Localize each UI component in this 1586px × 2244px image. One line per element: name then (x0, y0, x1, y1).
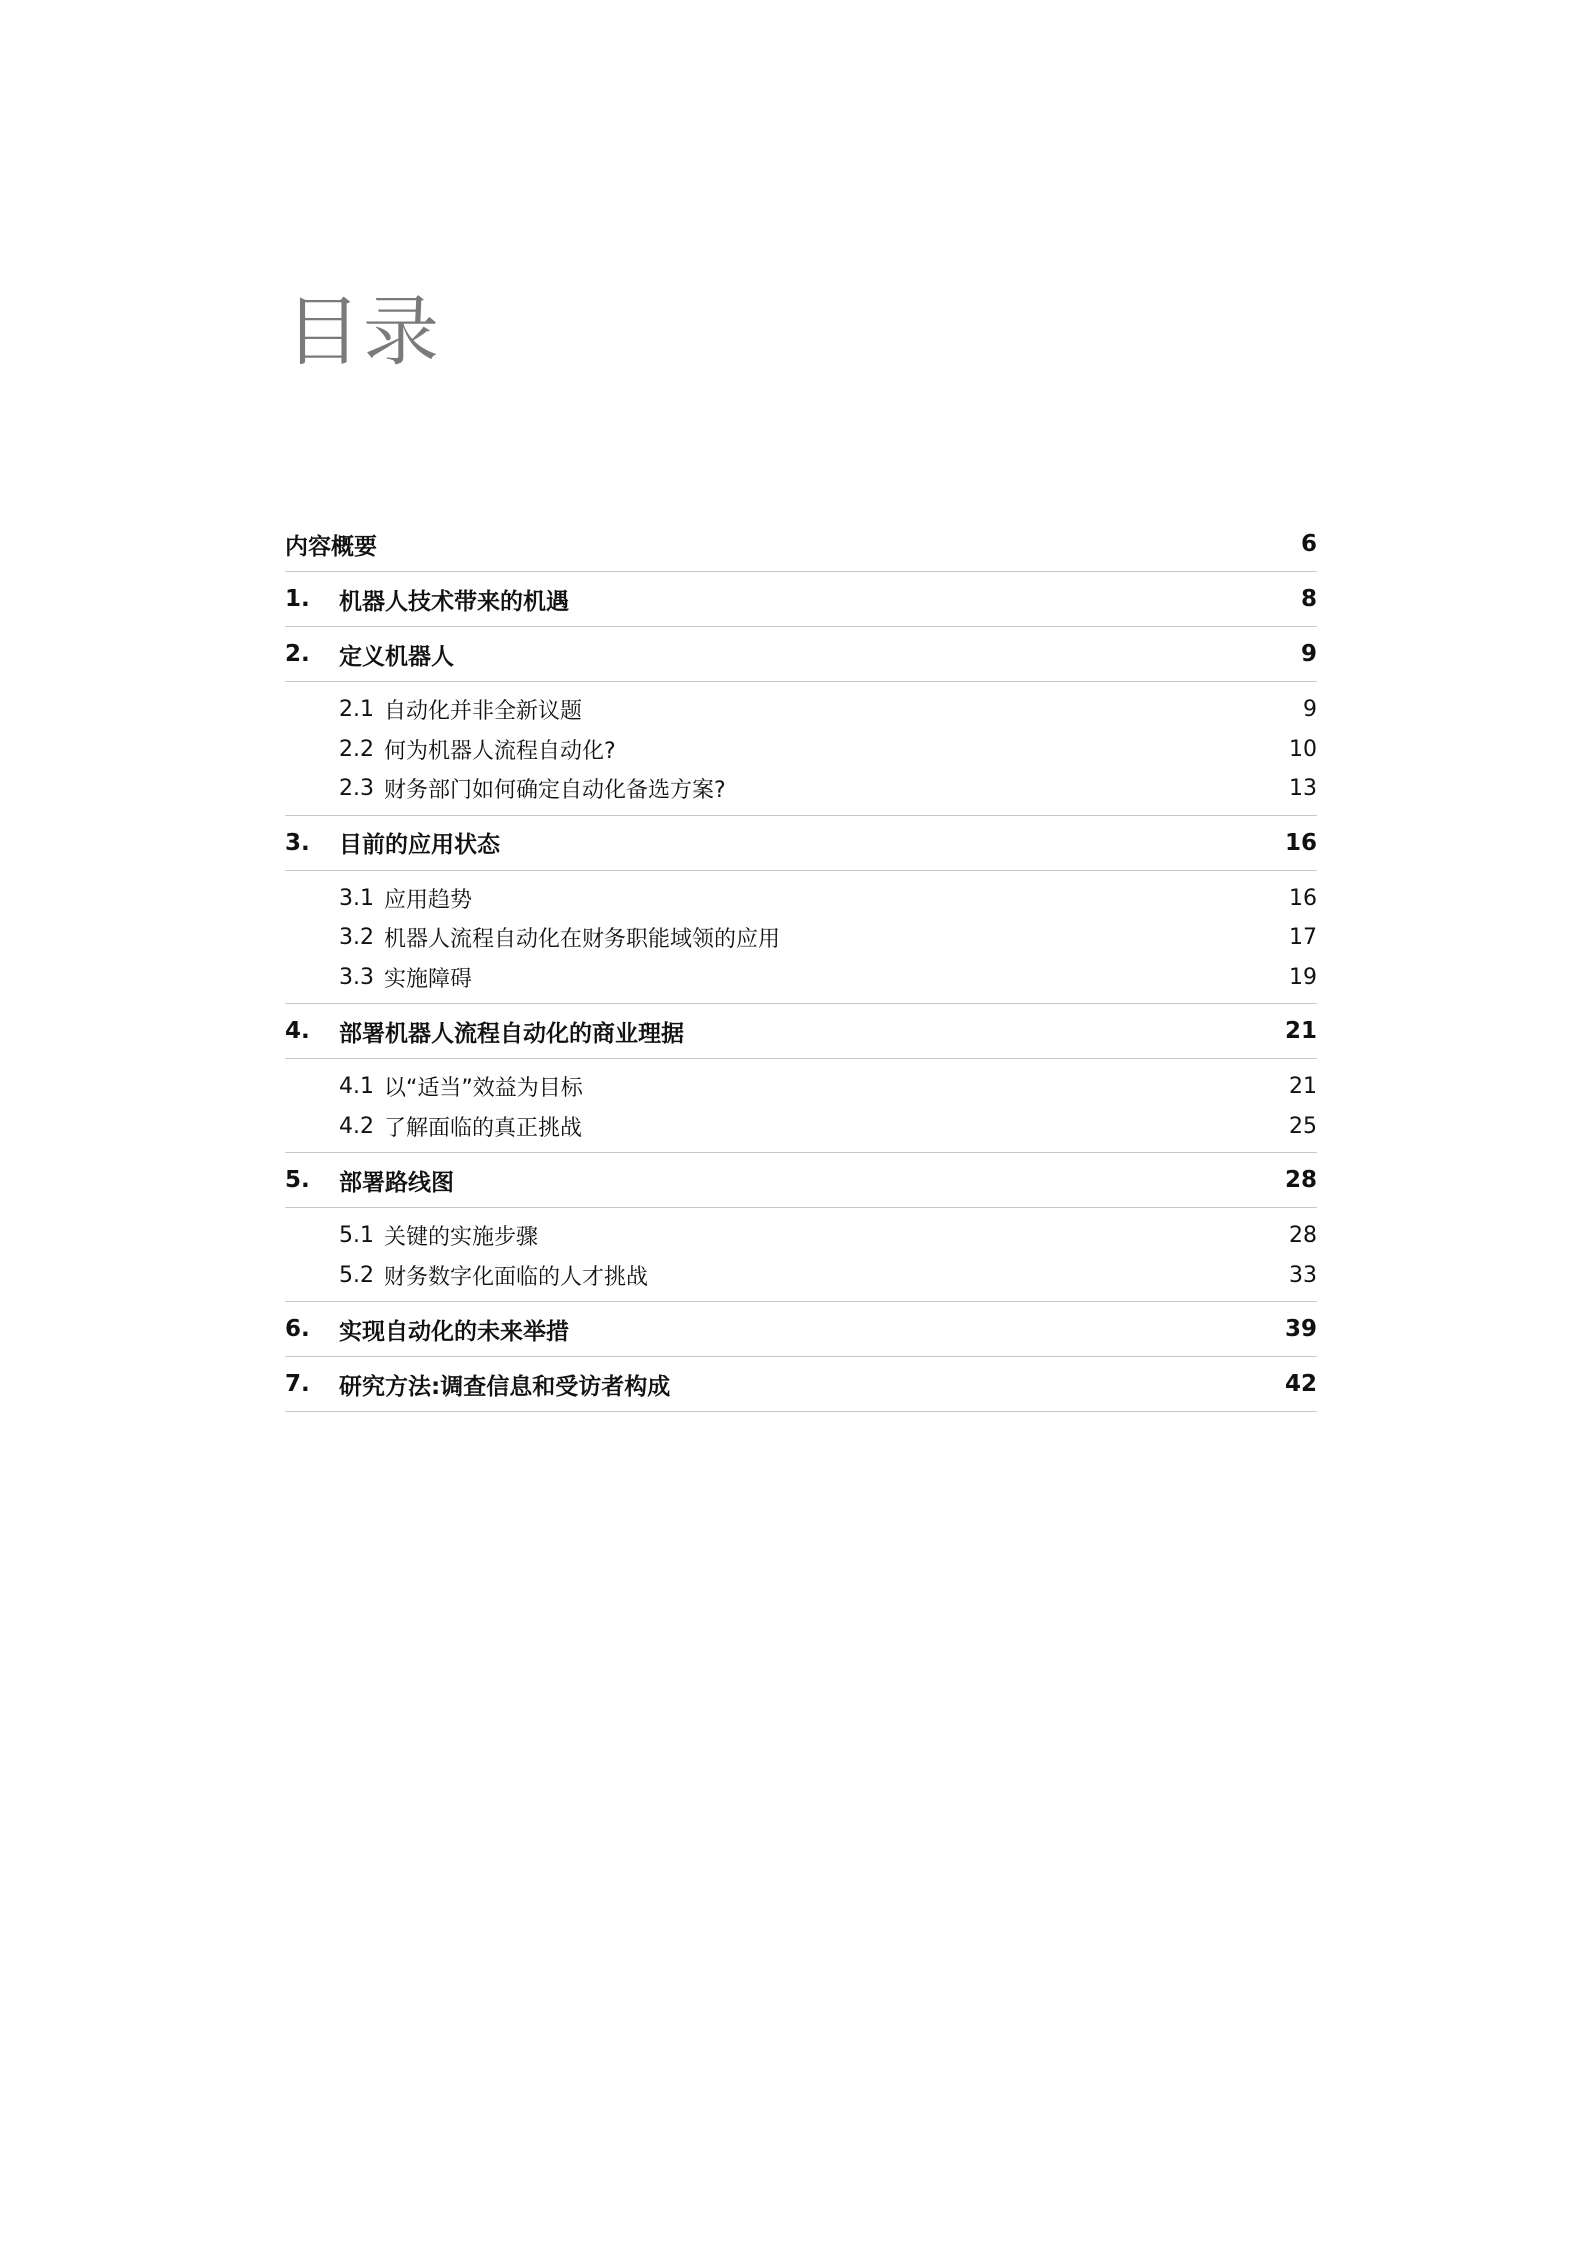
toc-entry-page: 21 (1284, 1018, 1317, 1044)
toc-entry-number: 2.2 (339, 736, 374, 762)
toc-entry-subsection-2-3[interactable] (285, 769, 1317, 809)
toc-entry-number: 3.1 (339, 885, 374, 911)
table-of-contents (285, 517, 1317, 1412)
toc-entry-section-2[interactable] (285, 627, 1317, 682)
toc-entry-label: 财务部门如何确定自动化备选方案? (384, 778, 726, 804)
toc-entry-number: 5.1 (339, 1223, 374, 1249)
toc-subsection-group-3 (285, 871, 1317, 1005)
toc-entry-subsection-3-2[interactable] (285, 918, 1317, 958)
page-title: 目录 (285, 287, 441, 376)
toc-entry-page: 28 (1289, 1223, 1317, 1249)
toc-entry-subsection-5-1[interactable] (285, 1216, 1317, 1256)
toc-entry-number: 2. (285, 641, 310, 667)
toc-subsection-group-2 (285, 682, 1317, 816)
toc-entry-page: 6 (1300, 531, 1317, 557)
toc-entry-label: 内容概要 (285, 533, 377, 560)
toc-entry-label: 自动化并非全新议题 (384, 699, 583, 725)
toc-entry-page: 21 (1289, 1074, 1317, 1100)
toc-entry-number: 3.3 (339, 964, 374, 990)
toc-entry-page: 9 (1300, 641, 1317, 667)
toc-entry-page: 8 (1300, 586, 1317, 612)
toc-entry-label: 部署路线图 (339, 1169, 454, 1196)
toc-subsection-group-4 (285, 1059, 1317, 1153)
toc-entry-page: 9 (1303, 697, 1317, 723)
toc-entry-subsection-4-2[interactable] (285, 1107, 1317, 1147)
toc-entry-label: 目前的应用状态 (339, 832, 500, 858)
toc-entry-page: 10 (1289, 736, 1317, 762)
toc-entry-section-5[interactable] (285, 1153, 1317, 1208)
toc-entry-number: 5.2 (339, 1262, 374, 1288)
toc-entry-section-6[interactable] (285, 1302, 1317, 1357)
toc-entry-label: 部署机器人流程自动化的商业理据 (339, 1020, 684, 1047)
toc-entry-label: 定义机器人 (339, 643, 454, 670)
toc-entry-subsection-4-1[interactable] (285, 1067, 1317, 1107)
toc-entry-label: 机器人流程自动化在财务职能域领的应用 (384, 927, 781, 953)
toc-entry-page: 39 (1284, 1316, 1317, 1342)
toc-entry-label: 了解面临的真正挑战 (384, 1115, 583, 1141)
toc-entry-number: 4.2 (339, 1113, 374, 1139)
toc-entry-page: 42 (1284, 1371, 1317, 1397)
toc-entry-label: 以“适当”效益为目标 (384, 1076, 583, 1102)
toc-entry-number: 5. (285, 1167, 310, 1193)
toc-entry-label: 机器人技术带来的机遇 (339, 588, 569, 615)
toc-entry-page: 13 (1289, 776, 1317, 802)
toc-entry-label: 实现自动化的未来举措 (339, 1318, 569, 1345)
toc-entry-subsection-5-2[interactable] (285, 1256, 1317, 1296)
toc-entry-subsection-3-3[interactable] (285, 958, 1317, 998)
toc-entry-page: 25 (1289, 1113, 1317, 1139)
toc-entry-subsection-2-1[interactable] (285, 690, 1317, 730)
toc-entry-number: 4. (285, 1018, 310, 1044)
toc-entry-label: 实施障碍 (384, 966, 473, 992)
toc-entry-subsection-3-1[interactable] (285, 879, 1317, 919)
toc-entry-label: 关键的实施步骤 (384, 1225, 539, 1251)
toc-entry-page: 28 (1284, 1167, 1317, 1193)
toc-entry-number: 3. (285, 829, 310, 856)
toc-entry-summary[interactable] (285, 517, 1317, 572)
toc-entry-number: 2.1 (339, 697, 374, 723)
toc-entry-number: 6. (285, 1316, 310, 1342)
toc-entry-number: 1. (285, 586, 310, 612)
toc-entry-page: 17 (1289, 925, 1317, 951)
toc-entry-page: 19 (1289, 964, 1317, 990)
toc-entry-section-4[interactable] (285, 1004, 1317, 1059)
toc-entry-number: 2.3 (339, 776, 374, 802)
toc-entry-label: 研究方法:调查信息和受访者构成 (339, 1373, 671, 1400)
toc-entry-subsection-2-2[interactable] (285, 730, 1317, 770)
toc-entry-page: 16 (1284, 829, 1317, 856)
toc-entry-page: 33 (1289, 1262, 1317, 1288)
toc-entry-number: 4.1 (339, 1074, 374, 1100)
toc-entry-number: 7. (285, 1371, 310, 1397)
toc-subsection-group-5 (285, 1208, 1317, 1302)
toc-entry-label: 应用趋势 (384, 887, 473, 913)
toc-entry-label: 何为机器人流程自动化? (384, 738, 616, 764)
toc-entry-number: 3.2 (339, 925, 374, 951)
toc-entry-section-1[interactable] (285, 572, 1317, 627)
toc-entry-label: 财务数字化面临的人才挑战 (384, 1264, 649, 1290)
toc-entry-page: 16 (1289, 885, 1317, 911)
toc-entry-section-3[interactable] (285, 816, 1317, 871)
toc-entry-section-7[interactable] (285, 1357, 1317, 1412)
